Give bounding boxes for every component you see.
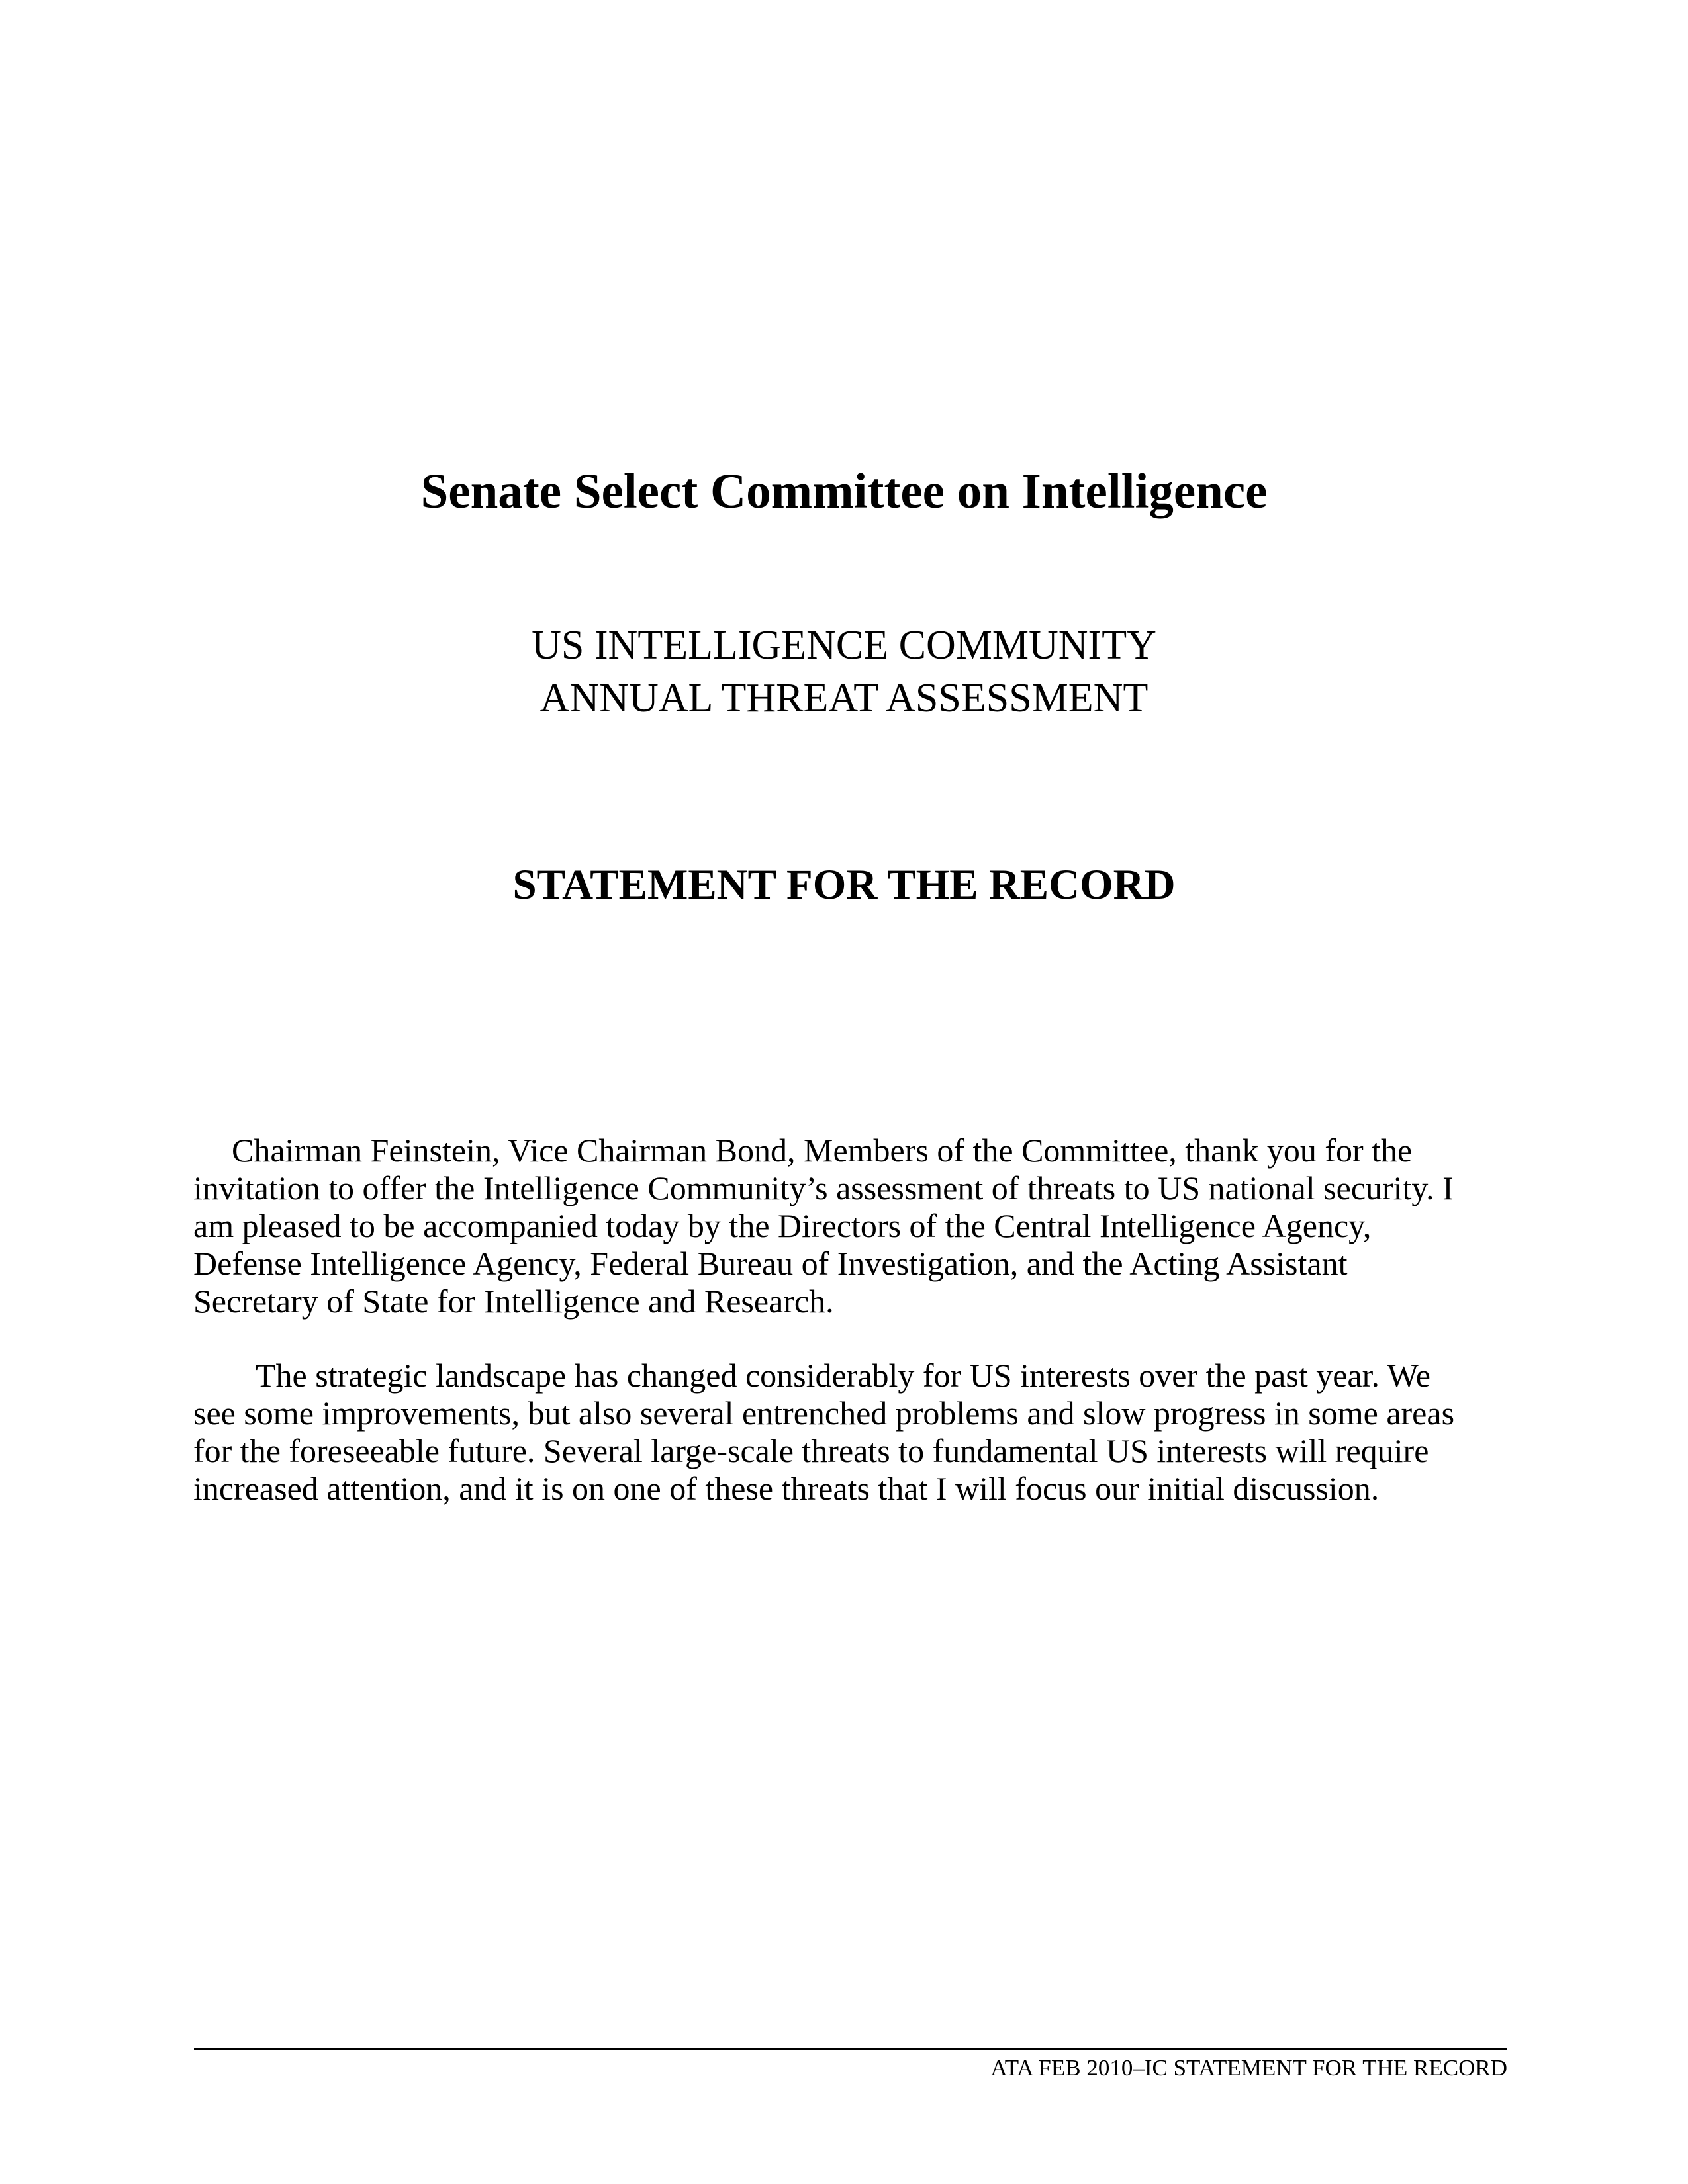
paragraph-line: invitation to offer the Intelligence Community’s assessment of threats to US national security. I [193, 1169, 1454, 1206]
paragraph-line: Secretary of State for Intelligence and Research. [193, 1283, 834, 1320]
paragraph-line: increased attention, and it is on one of these threats that I will focus our initial discussion. [193, 1470, 1380, 1507]
paragraph-line: for the foreseeable future. Several large-scale threats to fundamental US interests will require [193, 1432, 1429, 1469]
footer-rule [194, 2048, 1507, 2050]
subtitle-line-2: ANNUAL THREAT ASSESSMENT [539, 676, 1149, 721]
paragraph-line: see some improvements, but also several entrenched problems and slow progress in some areas [193, 1394, 1455, 1432]
paragraph-line: am pleased to be accompanied today by the Directors of the Central Intelligence Agency, [193, 1207, 1372, 1244]
paragraph-line: The strategic landscape has changed considerably for US interests over the past year. We [256, 1357, 1430, 1394]
page-footer: ATA FEB 2010–IC STATEMENT FOR THE RECORD [990, 2055, 1507, 2081]
paragraph-line: Chairman Feinstein, Vice Chairman Bond, Members of the Committee, thank you for the [232, 1132, 1413, 1169]
paragraph-1 [193, 1132, 1517, 1320]
statement-heading: STATEMENT FOR THE RECORD [512, 861, 1176, 909]
paragraph-line: Defense Intelligence Agency, Federal Bureau of Investigation, and the Acting Assistant [193, 1245, 1348, 1282]
paragraph-2 [193, 1357, 1517, 1508]
page-title: Senate Select Committee on Intelligence [420, 464, 1268, 519]
subtitle-line-1: US INTELLIGENCE COMMUNITY [532, 623, 1156, 668]
